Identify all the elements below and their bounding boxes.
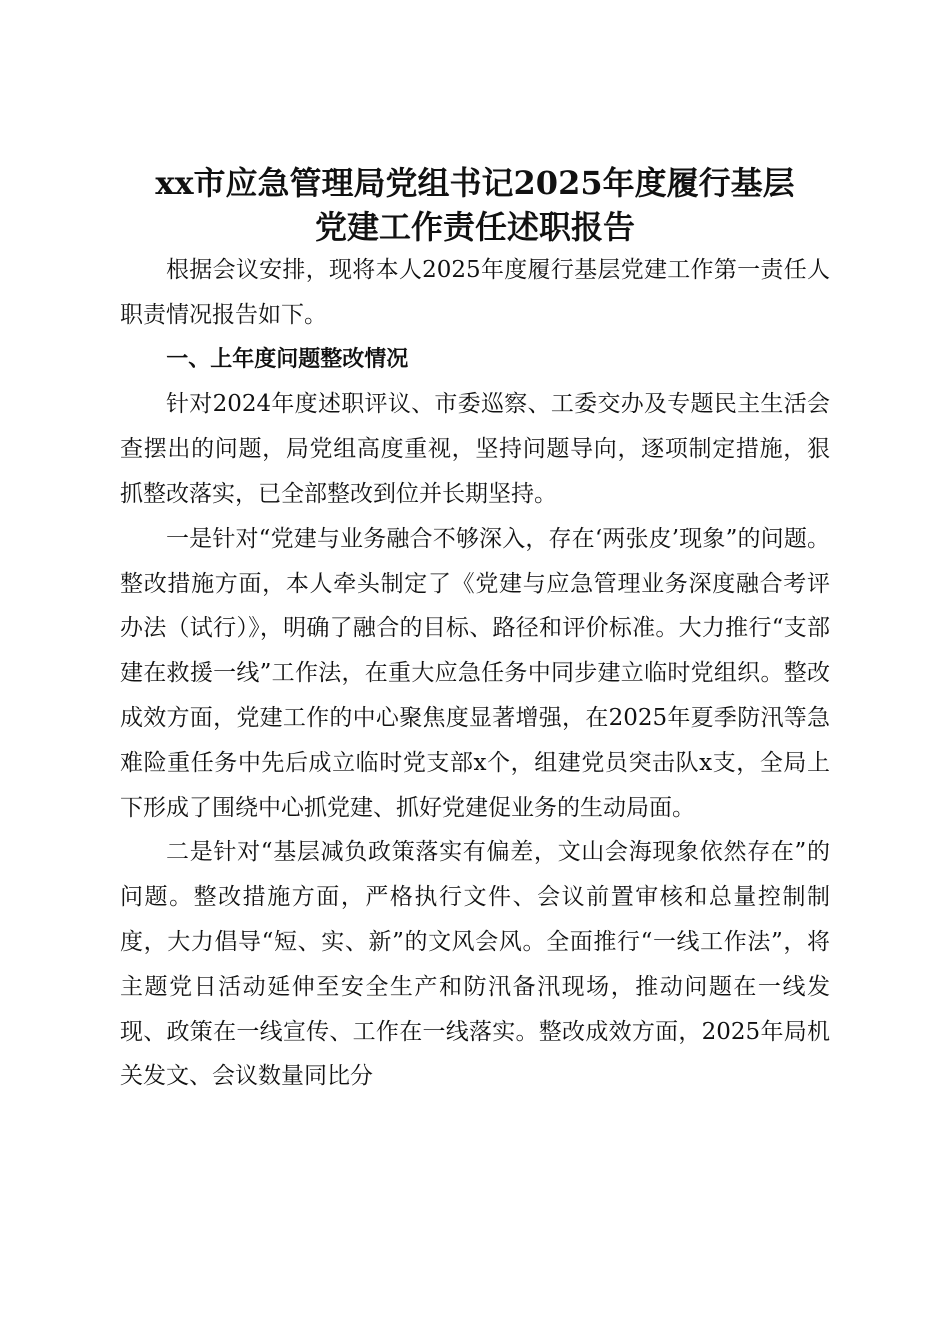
document-body	[120, 248, 830, 1099]
title-line-1: xx市应急管理局党组书记2025年度履行基层	[155, 164, 795, 203]
paragraph-2: 一是针对“党建与业务融合不够深入，存在‘两张皮’现象”的问题。整改措施方面，本人牵头制定了《党建与应急管理业务深度融合考评办法（试行）》，明确了融合的目标、路径和评价标准。大力推行“支部建在救援一线”工作法，在重大应急任务中同步建立临时党组织。整改成效方面，党建工作的中心聚焦度显著增强，在2025年夏季防汛等急难险重任务中先后成立临时党支部x个，组建党员突击队x支，全局上下形成了围绕中心抓党建、抓好党建促业务的生动局面。	[120, 525, 830, 821]
section-heading-1: 一、上年度问题整改情况	[166, 346, 409, 372]
intro-paragraph: 根据会议安排，现将本人2025年度履行基层党建工作第一责任人职责情况报告如下。	[120, 257, 830, 328]
paragraph-3: 二是针对“基层减负政策落实有偏差，文山会海现象依然存在”的问题。整改措施方面，严格执行文件、会议前置审核和总量控制制度，大力倡导“短、实、新”的文风会风。全面推行“一线工作法”，将主题党日活动延伸至安全生产和防汛备汛现场，推动问题在一线发现、政策在一线宣传、工作在一线落实。整改成效方面，2025年局机关发文、会议数量同比分	[120, 839, 830, 1090]
paragraph-1: 针对2024年度述职评议、市委巡察、工委交办及专题民主生活会查摆出的问题，局党组高度重视，坚持问题导向，逐项制定措施，狠抓整改落实，已全部整改到位并长期坚持。	[120, 391, 830, 507]
document-title	[110, 161, 840, 249]
title-line-2: 党建工作责任述职报告	[314, 208, 635, 247]
